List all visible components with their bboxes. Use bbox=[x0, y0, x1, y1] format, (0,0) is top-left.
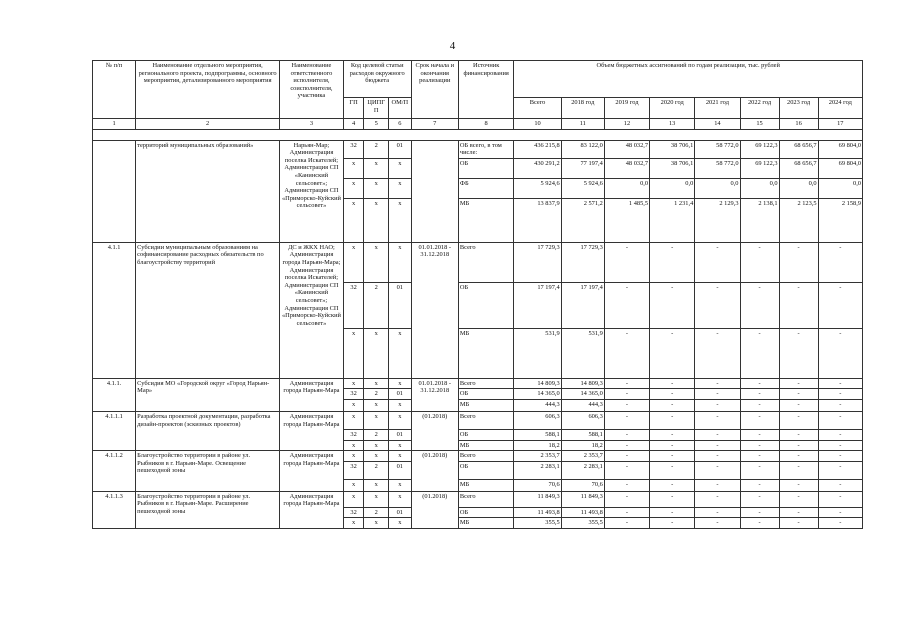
amount-year: - bbox=[650, 399, 695, 411]
amount-year: - bbox=[740, 461, 779, 479]
amount-year: - bbox=[695, 411, 740, 429]
amount-year: - bbox=[604, 491, 649, 507]
code-tsipg: 2 bbox=[364, 140, 389, 158]
item-period: (01.2018) bbox=[411, 451, 458, 492]
funding-source: ОБ всего, в том числе: bbox=[458, 140, 514, 158]
code-omp: 01 bbox=[389, 461, 412, 479]
amount-year: 48 032,7 bbox=[604, 140, 649, 158]
amount-year: 2 129,3 bbox=[695, 198, 740, 242]
amount-year: - bbox=[695, 440, 740, 451]
amount-year: - bbox=[779, 389, 818, 400]
code-omp: х bbox=[389, 178, 412, 198]
code-gp: х bbox=[343, 399, 364, 411]
item-number bbox=[93, 140, 136, 242]
amount-year: - bbox=[604, 518, 649, 529]
code-omp: х bbox=[389, 440, 412, 451]
code-tsipg: х bbox=[364, 158, 389, 178]
column-index: 2 bbox=[136, 119, 280, 130]
code-tsipg: х bbox=[364, 242, 389, 282]
amount-year: - bbox=[740, 429, 779, 440]
code-gp: х bbox=[343, 328, 364, 378]
column-index: 13 bbox=[650, 119, 695, 130]
amount-year: 2 353,7 bbox=[561, 451, 604, 462]
amount-year: - bbox=[695, 518, 740, 529]
amount-year: - bbox=[740, 242, 779, 282]
header-code-tsipg: ЦИПГ П bbox=[364, 98, 389, 119]
amount-year: 2 123,5 bbox=[779, 198, 818, 242]
column-index: 14 bbox=[695, 119, 740, 130]
amount-year: 38 706,1 bbox=[650, 158, 695, 178]
code-gp: х bbox=[343, 178, 364, 198]
code-tsipg: 2 bbox=[364, 389, 389, 400]
amount-year: - bbox=[740, 411, 779, 429]
amount-year: - bbox=[779, 440, 818, 451]
code-tsipg: 2 bbox=[364, 507, 389, 518]
item-period: (01.2018) bbox=[411, 411, 458, 450]
amount-total: 14 809,3 bbox=[514, 378, 561, 389]
amount-year: - bbox=[740, 282, 779, 328]
amount-year: 0,0 bbox=[779, 178, 818, 198]
amount-year: - bbox=[604, 399, 649, 411]
amount-year: - bbox=[818, 389, 862, 400]
amount-year: - bbox=[695, 389, 740, 400]
item-period bbox=[411, 140, 458, 242]
amount-year: - bbox=[604, 479, 649, 491]
column-index: 17 bbox=[818, 119, 862, 130]
amount-year: 77 197,4 bbox=[561, 158, 604, 178]
amount-year: - bbox=[604, 389, 649, 400]
item-responsible: Администрация города Нарьян-Мара bbox=[280, 451, 344, 492]
item-responsible: Администрация города Нарьян-Мара bbox=[280, 491, 344, 528]
item-period: 01.01.2018 - 31.12.2018 bbox=[411, 378, 458, 411]
code-tsipg: 2 bbox=[364, 461, 389, 479]
amount-year: 0,0 bbox=[818, 178, 862, 198]
amount-year: - bbox=[779, 282, 818, 328]
amount-total: 17 197,4 bbox=[514, 282, 561, 328]
funding-source: ОБ bbox=[458, 282, 514, 328]
amount-year: - bbox=[740, 518, 779, 529]
column-index: 16 bbox=[779, 119, 818, 130]
item-name: Благоустройство территории в районе ул. Рыбников в г. Нарьян-Маре. Освещение пешеходной зоны bbox=[136, 451, 280, 492]
amount-year: - bbox=[695, 429, 740, 440]
amount-year: - bbox=[779, 411, 818, 429]
code-omp: 01 bbox=[389, 282, 412, 328]
column-index: 8 bbox=[458, 119, 514, 130]
funding-source: МБ bbox=[458, 328, 514, 378]
code-tsipg: х bbox=[364, 399, 389, 411]
code-tsipg: х bbox=[364, 479, 389, 491]
amount-year: 68 656,7 bbox=[779, 158, 818, 178]
amount-year: - bbox=[604, 507, 649, 518]
code-omp: 01 bbox=[389, 140, 412, 158]
code-tsipg: х bbox=[364, 178, 389, 198]
amount-year: - bbox=[650, 429, 695, 440]
amount-year: 83 122,0 bbox=[561, 140, 604, 158]
header-no: № п/п bbox=[93, 61, 136, 119]
amount-year: 58 772,0 bbox=[695, 140, 740, 158]
code-omp: х bbox=[389, 242, 412, 282]
amount-year: - bbox=[695, 399, 740, 411]
code-gp: х bbox=[343, 518, 364, 529]
amount-year: - bbox=[779, 491, 818, 507]
amount-total: 588,1 bbox=[514, 429, 561, 440]
amount-total: 355,5 bbox=[514, 518, 561, 529]
item-name: территорий муниципальных образований» bbox=[136, 140, 280, 242]
code-gp: х bbox=[343, 198, 364, 242]
item-period: (01.2018) bbox=[411, 491, 458, 528]
code-omp: х bbox=[389, 399, 412, 411]
column-index: 6 bbox=[389, 119, 412, 130]
table-row bbox=[93, 451, 863, 462]
amount-year: 1 231,4 bbox=[650, 198, 695, 242]
funding-source: МБ bbox=[458, 518, 514, 529]
item-number: 4.1.1 bbox=[93, 242, 136, 378]
amount-year: - bbox=[650, 461, 695, 479]
item-responsible: Администрация города Нарьян-Мара bbox=[280, 378, 344, 411]
header-name: Наименование отдельного мероприятия, регионального проекта, подпрограммы, основного мероприятия, детализированного мероприятия bbox=[136, 61, 280, 119]
amount-total: 70,6 bbox=[514, 479, 561, 491]
amount-year: - bbox=[779, 399, 818, 411]
amount-year: - bbox=[604, 429, 649, 440]
page-number: 4 bbox=[449, 40, 456, 52]
amount-year: - bbox=[695, 451, 740, 462]
amount-year: - bbox=[740, 328, 779, 378]
amount-year: 355,5 bbox=[561, 518, 604, 529]
code-gp: 32 bbox=[343, 140, 364, 158]
amount-year: 5 924,6 bbox=[561, 178, 604, 198]
amount-year: - bbox=[695, 491, 740, 507]
amount-year: 17 729,3 bbox=[561, 242, 604, 282]
amount-year: - bbox=[604, 282, 649, 328]
amount-year: 58 772,0 bbox=[695, 158, 740, 178]
funding-source: ОБ bbox=[458, 507, 514, 518]
amount-year: 531,9 bbox=[561, 328, 604, 378]
amount-year: 69 122,3 bbox=[740, 140, 779, 158]
amount-year: 1 485,5 bbox=[604, 198, 649, 242]
amount-year: 2 138,1 bbox=[740, 198, 779, 242]
amount-total: 436 215,8 bbox=[514, 140, 561, 158]
column-index: 10 bbox=[514, 119, 561, 130]
code-tsipg: 2 bbox=[364, 282, 389, 328]
amount-year: - bbox=[818, 242, 862, 282]
item-name: Благоустройство территории в районе ул. Рыбников в г. Нарьян-Маре. Расширение пешеходной зоны bbox=[136, 491, 280, 528]
header-code-omp: ОМ/П bbox=[389, 98, 412, 119]
funding-source: Всего bbox=[458, 242, 514, 282]
item-name: Субсидии муниципальным образованиям на софинансирование расходных обязательств по благоустройству территорий bbox=[136, 242, 280, 378]
amount-year: - bbox=[818, 411, 862, 429]
amount-total: 2 353,7 bbox=[514, 451, 561, 462]
code-omp: х bbox=[389, 198, 412, 242]
amount-total: 11 493,8 bbox=[514, 507, 561, 518]
item-number: 4.1.1.1 bbox=[93, 411, 136, 450]
amount-year: - bbox=[779, 507, 818, 518]
amount-year: - bbox=[650, 507, 695, 518]
item-period: 01.01.2018 - 31.12.2018 bbox=[411, 242, 458, 378]
code-omp: х bbox=[389, 491, 412, 507]
header-year: 2020 год bbox=[650, 98, 695, 119]
amount-year: - bbox=[695, 461, 740, 479]
amount-year: - bbox=[740, 399, 779, 411]
funding-source: ФБ bbox=[458, 178, 514, 198]
table-header bbox=[93, 61, 863, 141]
column-index: 15 bbox=[740, 119, 779, 130]
header-year: 2018 год bbox=[561, 98, 604, 119]
amount-year: - bbox=[695, 479, 740, 491]
amount-year: 68 656,7 bbox=[779, 140, 818, 158]
amount-total: 13 837,9 bbox=[514, 198, 561, 242]
amount-year: - bbox=[818, 507, 862, 518]
amount-year: 444,3 bbox=[561, 399, 604, 411]
code-gp: х bbox=[343, 440, 364, 451]
code-tsipg: х bbox=[364, 451, 389, 462]
amount-year: - bbox=[604, 378, 649, 389]
amount-year: - bbox=[650, 282, 695, 328]
code-gp: 32 bbox=[343, 507, 364, 518]
amount-year: - bbox=[818, 440, 862, 451]
code-gp: х bbox=[343, 491, 364, 507]
funding-source: Всего bbox=[458, 378, 514, 389]
amount-year: 17 197,4 bbox=[561, 282, 604, 328]
amount-year: - bbox=[779, 479, 818, 491]
amount-total: 18,2 bbox=[514, 440, 561, 451]
amount-year: - bbox=[779, 518, 818, 529]
code-gp: х bbox=[343, 378, 364, 389]
header-year: Всего bbox=[514, 98, 561, 119]
amount-year: 38 706,1 bbox=[650, 140, 695, 158]
amount-year: 69 804,0 bbox=[818, 158, 862, 178]
funding-source: ОБ bbox=[458, 158, 514, 178]
amount-year: - bbox=[650, 491, 695, 507]
amount-year: 18,2 bbox=[561, 440, 604, 451]
amount-year: - bbox=[740, 378, 779, 389]
amount-year: - bbox=[650, 518, 695, 529]
amount-year: - bbox=[740, 507, 779, 518]
header-year: 2023 год bbox=[779, 98, 818, 119]
amount-total: 606,3 bbox=[514, 411, 561, 429]
funding-source: МБ bbox=[458, 198, 514, 242]
amount-total: 14 365,0 bbox=[514, 389, 561, 400]
header-code-group: Код целевой статьи расходов окружного бюджета bbox=[343, 61, 411, 98]
funding-source: ОБ bbox=[458, 389, 514, 400]
code-omp: х bbox=[389, 378, 412, 389]
item-number: 4.1.1.3 bbox=[93, 491, 136, 528]
amount-year: - bbox=[818, 328, 862, 378]
funding-source: МБ bbox=[458, 440, 514, 451]
column-index: 12 bbox=[604, 119, 649, 130]
table-row bbox=[93, 491, 863, 507]
code-omp: х bbox=[389, 328, 412, 378]
amount-year: - bbox=[604, 451, 649, 462]
table-row bbox=[93, 242, 863, 282]
amount-year: - bbox=[818, 282, 862, 328]
budget-table bbox=[92, 60, 863, 529]
amount-year: - bbox=[604, 242, 649, 282]
code-gp: 32 bbox=[343, 461, 364, 479]
funding-source: Всего bbox=[458, 411, 514, 429]
code-gp: 32 bbox=[343, 282, 364, 328]
funding-source: ОБ bbox=[458, 429, 514, 440]
amount-year: - bbox=[818, 479, 862, 491]
amount-year: - bbox=[650, 479, 695, 491]
amount-year: - bbox=[818, 491, 862, 507]
funding-source: Всего bbox=[458, 491, 514, 507]
amount-year: - bbox=[818, 451, 862, 462]
amount-year: - bbox=[779, 461, 818, 479]
code-omp: х bbox=[389, 479, 412, 491]
amount-year: - bbox=[740, 491, 779, 507]
code-tsipg: 2 bbox=[364, 429, 389, 440]
amount-year: 0,0 bbox=[740, 178, 779, 198]
amount-year: - bbox=[695, 507, 740, 518]
header-volume-group: Объем бюджетных ассигнований по годам реализации, тыс. рублей bbox=[514, 61, 863, 98]
code-omp: 01 bbox=[389, 389, 412, 400]
amount-total: 5 924,6 bbox=[514, 178, 561, 198]
amount-year: 48 032,7 bbox=[604, 158, 649, 178]
amount-year: - bbox=[604, 440, 649, 451]
column-index-row bbox=[93, 119, 863, 130]
item-responsible: Нарьян-Мар; Администрация поселка Искателей; Администрация СП «Канинский сельсовет»; Администрация СП «Приморско-Куйский сельсовет» bbox=[280, 140, 344, 242]
code-tsipg: х bbox=[364, 411, 389, 429]
amount-year: - bbox=[818, 429, 862, 440]
amount-year: - bbox=[818, 518, 862, 529]
column-index: 5 bbox=[364, 119, 389, 130]
item-responsible: Администрация города Нарьян-Мара bbox=[280, 411, 344, 450]
code-omp: х bbox=[389, 158, 412, 178]
code-omp: х bbox=[389, 518, 412, 529]
amount-year: 0,0 bbox=[695, 178, 740, 198]
table-row bbox=[93, 140, 863, 158]
table-body bbox=[93, 140, 863, 528]
amount-year: - bbox=[650, 242, 695, 282]
amount-year: 14 365,0 bbox=[561, 389, 604, 400]
amount-year: - bbox=[695, 328, 740, 378]
header-source: Источник финансирования bbox=[458, 61, 514, 119]
amount-year: - bbox=[740, 451, 779, 462]
amount-total: 2 283,1 bbox=[514, 461, 561, 479]
amount-year: - bbox=[650, 389, 695, 400]
amount-year: 11 493,8 bbox=[561, 507, 604, 518]
column-index: 3 bbox=[280, 119, 344, 130]
amount-year: - bbox=[779, 328, 818, 378]
amount-total: 430 291,2 bbox=[514, 158, 561, 178]
header-year: 2022 год bbox=[740, 98, 779, 119]
code-gp: х bbox=[343, 479, 364, 491]
amount-year: 11 849,3 bbox=[561, 491, 604, 507]
code-tsipg: х bbox=[364, 198, 389, 242]
header-year: 2024 год bbox=[818, 98, 862, 119]
amount-year: 69 804,0 bbox=[818, 140, 862, 158]
amount-year: 2 283,1 bbox=[561, 461, 604, 479]
amount-year: - bbox=[695, 282, 740, 328]
column-index: 11 bbox=[561, 119, 604, 130]
code-omp: 01 bbox=[389, 507, 412, 518]
amount-year: - bbox=[779, 429, 818, 440]
amount-year: 588,1 bbox=[561, 429, 604, 440]
amount-year: - bbox=[818, 461, 862, 479]
amount-year: 70,6 bbox=[561, 479, 604, 491]
code-omp: 01 bbox=[389, 429, 412, 440]
code-gp: 32 bbox=[343, 429, 364, 440]
table-row bbox=[93, 378, 863, 389]
amount-year: - bbox=[604, 461, 649, 479]
column-index: 1 bbox=[93, 119, 136, 130]
amount-year: - bbox=[818, 378, 862, 389]
code-tsipg: х bbox=[364, 440, 389, 451]
column-index: 4 bbox=[343, 119, 364, 130]
amount-year: - bbox=[740, 440, 779, 451]
header-period: Срок начала и окончания реализации bbox=[411, 61, 458, 119]
code-tsipg: х bbox=[364, 518, 389, 529]
header-year: 2021 год bbox=[695, 98, 740, 119]
funding-source: Всего bbox=[458, 451, 514, 462]
amount-year: - bbox=[650, 411, 695, 429]
amount-year: 14 809,3 bbox=[561, 378, 604, 389]
amount-year: - bbox=[650, 328, 695, 378]
funding-source: МБ bbox=[458, 399, 514, 411]
item-number: 4.1.1. bbox=[93, 378, 136, 411]
amount-year: - bbox=[650, 378, 695, 389]
code-tsipg: х bbox=[364, 491, 389, 507]
code-omp: х bbox=[389, 411, 412, 429]
amount-year: 0,0 bbox=[604, 178, 649, 198]
item-responsible: ДС и ЖКХ НАО; Администрация города Нарьян-Мара; Администрация поселка Искателей; Администрация СП «Канинский сельсовет»; Администрация СП «Приморско-Куйский сельсовет» bbox=[280, 242, 344, 378]
amount-year: 2 158,9 bbox=[818, 198, 862, 242]
code-gp: х bbox=[343, 451, 364, 462]
amount-year: - bbox=[779, 242, 818, 282]
amount-year: - bbox=[740, 479, 779, 491]
amount-total: 11 849,3 bbox=[514, 491, 561, 507]
amount-year: 2 571,2 bbox=[561, 198, 604, 242]
amount-year: - bbox=[740, 389, 779, 400]
header-code-gp: ГП bbox=[343, 98, 364, 119]
amount-year: - bbox=[779, 378, 818, 389]
funding-source: МБ bbox=[458, 479, 514, 491]
code-tsipg: х bbox=[364, 328, 389, 378]
amount-year: - bbox=[695, 378, 740, 389]
amount-total: 444,3 bbox=[514, 399, 561, 411]
amount-year: - bbox=[604, 411, 649, 429]
header-responsible: Наименование ответственного исполнителя, соисполнителя, участника bbox=[280, 61, 344, 119]
amount-year: - bbox=[818, 399, 862, 411]
code-gp: х bbox=[343, 411, 364, 429]
item-name: Разработка проектной документации, разработка дизайн-проектов (эскизных проектов) bbox=[136, 411, 280, 450]
amount-total: 531,9 bbox=[514, 328, 561, 378]
header-year: 2019 год bbox=[604, 98, 649, 119]
code-gp: х bbox=[343, 242, 364, 282]
amount-year: - bbox=[695, 242, 740, 282]
item-name: Субсидия МО «Городской округ «Город Нарьян-Мар» bbox=[136, 378, 280, 411]
funding-source: ОБ bbox=[458, 461, 514, 479]
amount-year: 606,3 bbox=[561, 411, 604, 429]
code-tsipg: х bbox=[364, 378, 389, 389]
amount-total: 17 729,3 bbox=[514, 242, 561, 282]
code-omp: х bbox=[389, 451, 412, 462]
amount-year: 69 122,3 bbox=[740, 158, 779, 178]
amount-year: - bbox=[650, 451, 695, 462]
amount-year: - bbox=[650, 440, 695, 451]
amount-year: - bbox=[604, 328, 649, 378]
table-row bbox=[93, 411, 863, 429]
column-index: 7 bbox=[411, 119, 458, 130]
item-number: 4.1.1.2 bbox=[93, 451, 136, 492]
amount-year: - bbox=[779, 451, 818, 462]
code-gp: х bbox=[343, 158, 364, 178]
code-gp: 32 bbox=[343, 389, 364, 400]
amount-year: 0,0 bbox=[650, 178, 695, 198]
